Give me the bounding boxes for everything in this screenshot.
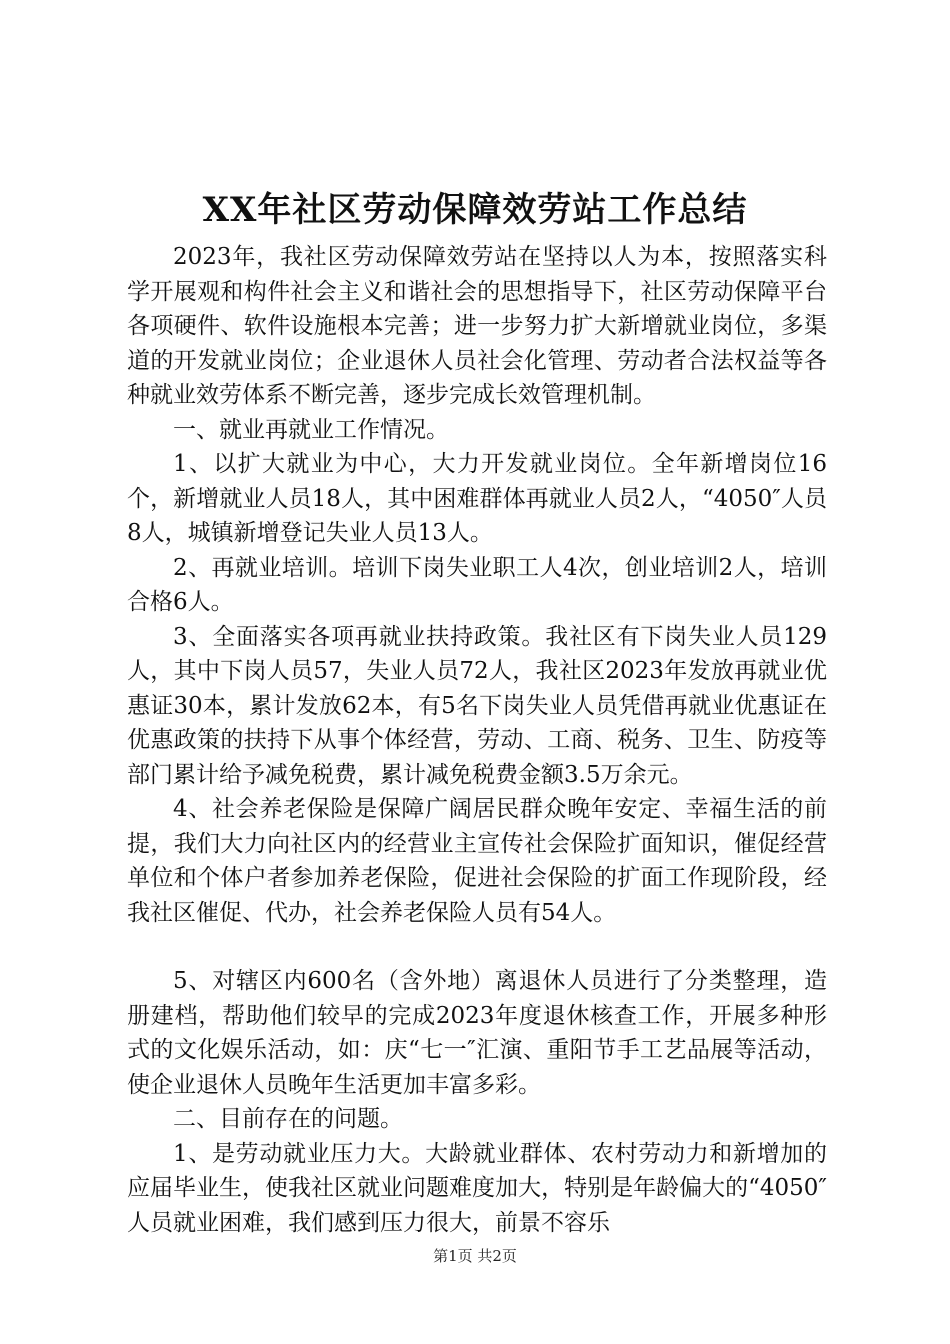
paragraph-item-3: 3、全面落实各项再就业扶持政策。我社区有下岗失业人员129人，其中下岗人员57，失业人员72人，我社区2023年发放再就业优惠证30本，累计发放62本，有5名下岗失业人员凭借再就业优惠证在优惠政策的扶持下从事个体经营，劳动、工商、税务、卫生、防疫等部门累计给予减免税费，累计减免税费金额3.5万余元。 bbox=[127, 623, 827, 788]
page-footer: 第1页 共2页 bbox=[433, 1247, 517, 1265]
section-heading-problems: 二、目前存在的问题。 bbox=[173, 1106, 403, 1132]
document-title: XX年社区劳动保障效劳站工作总结 bbox=[202, 190, 748, 230]
document-body bbox=[127, 240, 827, 1240]
paragraph-item-4: 4、社会养老保险是保障广阔居民群众晚年安定、幸福生活的前提，我们大力向社区内的经营业主宣传社会保险扩面知识，催促经营单位和个体户者参加养老保险，促进社会保险的扩面工作现阶段，经我社区催促、代办，社会养老保险人员有54人。 bbox=[127, 796, 827, 926]
paragraph-intro: 2023年，我社区劳动保障效劳站在坚持以人为本，按照落实科学开展观和构件社会主义和谐社会的思想指导下，社区劳动保障平台各项硬件、软件设施根本完善；进一步努力扩大新增就业岗位，多渠道的开发就业岗位；企业退休人员社会化管理、劳动者合法权益等各种就业效劳体系不断完善，逐步完成长效管理机制。 bbox=[127, 244, 827, 408]
paragraph-problem-1: 1、是劳动就业压力大。大龄就业群体、农村劳动力和新增加的应届毕业生，使我社区就业问题难度加大，特别是年龄偏大的“4050″人员就业困难，我们感到压力很大，前景不容乐 bbox=[127, 1140, 827, 1236]
paragraph-item-5: 5、对辖区内600名（含外地）离退休人员进行了分类整理，造册建档，帮助他们较早的完成2023年度退休核查工作，开展多种形式的文化娱乐活动，如：庆“七一″汇演、重阳节手工艺品展等活动，使企业退休人员晚年生活更加丰富多彩。 bbox=[127, 968, 827, 1098]
paragraph-item-2: 2、再就业培训。培训下岗失业职工人4次，创业培训2人，培训合格6人。 bbox=[127, 554, 827, 615]
section-heading-employment: 一、就业再就业工作情况。 bbox=[173, 416, 449, 443]
paragraph-item-1: 1、以扩大就业为中心，大力开发就业岗位。全年新增岗位16个，新增就业人员18人，其中困难群体再就业人员2人，“4050″人员8人，城镇新增登记失业人员13人。 bbox=[127, 451, 827, 546]
